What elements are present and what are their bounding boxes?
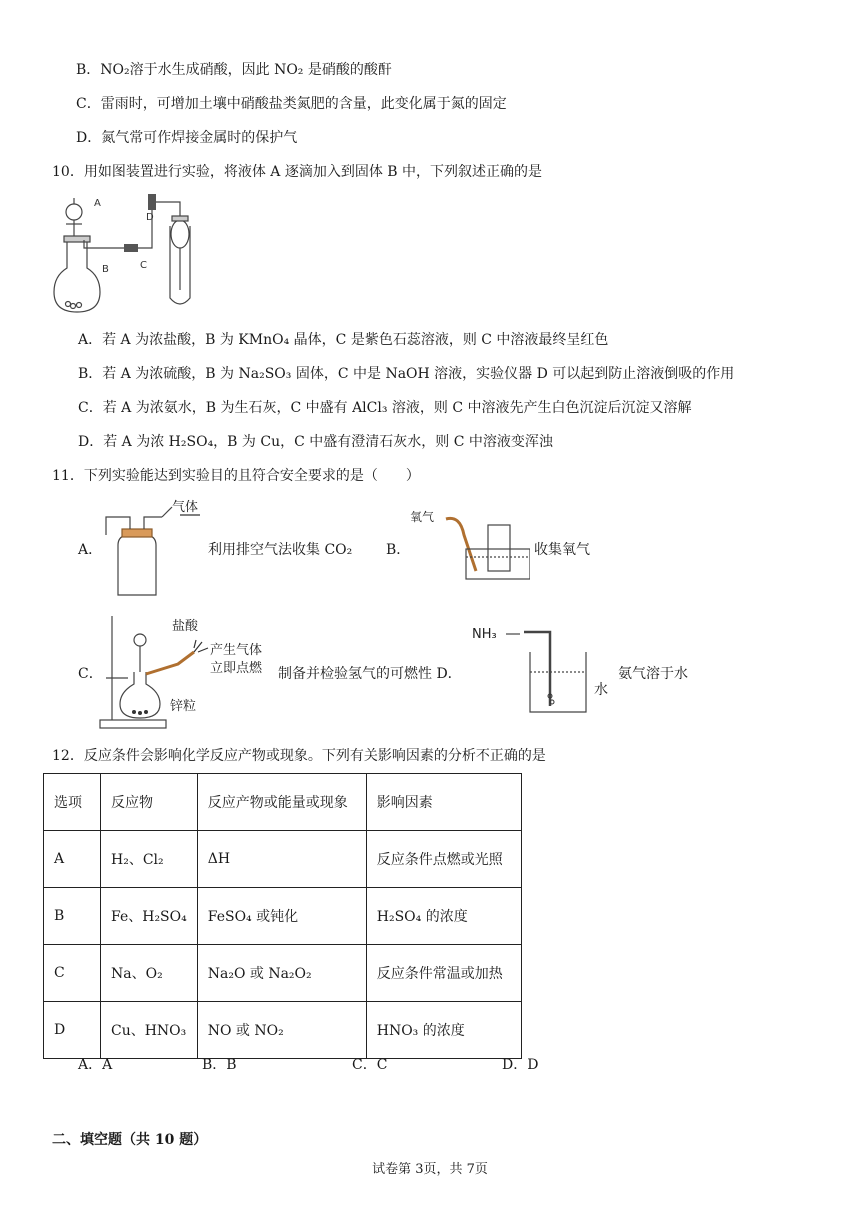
header-reactants: 反应物	[101, 774, 198, 831]
q12-option-c: C．C	[352, 1057, 388, 1073]
q9-option-c: C．雷雨时，可增加土壤中硝酸盐类氮肥的含量，此变化属于氮的固定	[76, 96, 507, 112]
table-row	[44, 1002, 522, 1059]
cell: FeSO₄ 或钝化	[197, 888, 366, 945]
table-row	[44, 888, 522, 945]
q12-option-d: D．D	[502, 1057, 539, 1073]
label-c: C	[140, 260, 147, 271]
q10-stem: 10．用如图装置进行实验，将液体 A 逐滴加入到固体 B 中，下列叙述正确的是	[52, 164, 543, 180]
cell: B	[44, 888, 101, 945]
q11-b-letter: B．	[386, 542, 411, 558]
cell: ΔH	[197, 831, 366, 888]
q11-a-letter: A．	[78, 542, 103, 558]
table-header-row	[44, 774, 522, 831]
cell: A	[44, 831, 101, 888]
q12-table	[43, 773, 522, 1059]
cell: Cu、HNO₃	[101, 1002, 198, 1059]
acid-label: 盐酸	[172, 619, 199, 634]
ignite-label: 立即点燃	[210, 661, 263, 676]
q12-option-b: B．B	[202, 1057, 237, 1073]
q12-option-a: A．A	[78, 1057, 113, 1073]
header-option: 选项	[44, 774, 101, 831]
q12-stem: 12．反应条件会影响化学反应产物或现象。下列有关影响因素的分析不正确的是	[52, 748, 546, 764]
cell: Fe、H₂SO₄	[101, 888, 198, 945]
nh3-label: NH₃	[472, 627, 497, 642]
q11-b-caption: 收集氧气	[534, 542, 590, 558]
zinc-label: 锌粒	[170, 699, 197, 714]
q11-c-letter: C．	[78, 666, 103, 682]
q11-d-ammonia-figure	[470, 622, 620, 717]
water-label: 水	[594, 682, 608, 698]
q11-stem: 11．下列实验能达到实验目的且符合安全要求的是（ ）	[52, 468, 420, 484]
header-factor: 影响因素	[366, 774, 521, 831]
table-row	[44, 831, 522, 888]
oxygen-label: 氧气	[410, 510, 435, 524]
q11-a-gas-bottle-figure	[100, 495, 210, 600]
q10-option-d: D．若 A 为浓 H₂SO₄，B 为 Cu，C 中盛有澄清石灰水，则 C 中溶液变浑浊	[78, 434, 553, 450]
cell: H₂SO₄ 的浓度	[366, 888, 521, 945]
header-products: 反应产物或能量或现象	[197, 774, 366, 831]
section-title: 二、填空题（共 10 题）	[52, 1132, 208, 1148]
gas-produced-label: 产生气体	[210, 643, 263, 658]
cell: HNO₃ 的浓度	[366, 1002, 521, 1059]
q9-option-d: D．氮气常可作焊接金属时的保护气	[76, 130, 298, 146]
q10-option-c: C．若 A 为浓氨水，B 为生石灰，C 中盛有 AlCl₃ 溶液，则 C 中溶液先产生白色沉淀后沉淀又溶解	[78, 400, 692, 416]
q10-option-b: B．若 A 为浓硫酸，B 为 Na₂SO₃ 固体，C 中是 NaOH 溶液，实验仪器 D 可以起到防止溶液倒吸的作用	[78, 366, 735, 382]
cell: NO 或 NO₂	[197, 1002, 366, 1059]
q11-c-hydrogen-figure	[98, 612, 288, 732]
label-d: D	[146, 212, 154, 223]
q11-b-oxygen-collection-figure	[410, 505, 530, 585]
q11-d-caption: 氨气溶于水	[618, 666, 688, 682]
q9-option-b: B．NO₂溶于水生成硝酸，因此 NO₂ 是硝酸的酸酐	[76, 62, 392, 78]
label-a: A	[94, 198, 101, 209]
q10-apparatus-figure	[52, 190, 212, 315]
gas-label: 气体	[172, 500, 199, 515]
cell: H₂、Cl₂	[101, 831, 198, 888]
cell: Na、O₂	[101, 945, 198, 1002]
label-b: B	[102, 264, 109, 275]
cell: Na₂O 或 Na₂O₂	[197, 945, 366, 1002]
q10-option-a: A．若 A 为浓盐酸，B 为 KMnO₄ 晶体，C 是紫色石蕊溶液，则 C 中溶液最终呈红色	[78, 332, 609, 348]
cell: 反应条件常温或加热	[366, 945, 521, 1002]
cell: 反应条件点燃或光照	[366, 831, 521, 888]
q11-c-caption: 制备并检验氢气的可燃性 D．	[278, 666, 462, 682]
table-row	[44, 945, 522, 1002]
page-footer: 试卷第 3页，共 7页	[372, 1162, 488, 1177]
cell: D	[44, 1002, 101, 1059]
q11-a-caption: 利用排空气法收集 CO₂	[208, 542, 353, 558]
cell: C	[44, 945, 101, 1002]
